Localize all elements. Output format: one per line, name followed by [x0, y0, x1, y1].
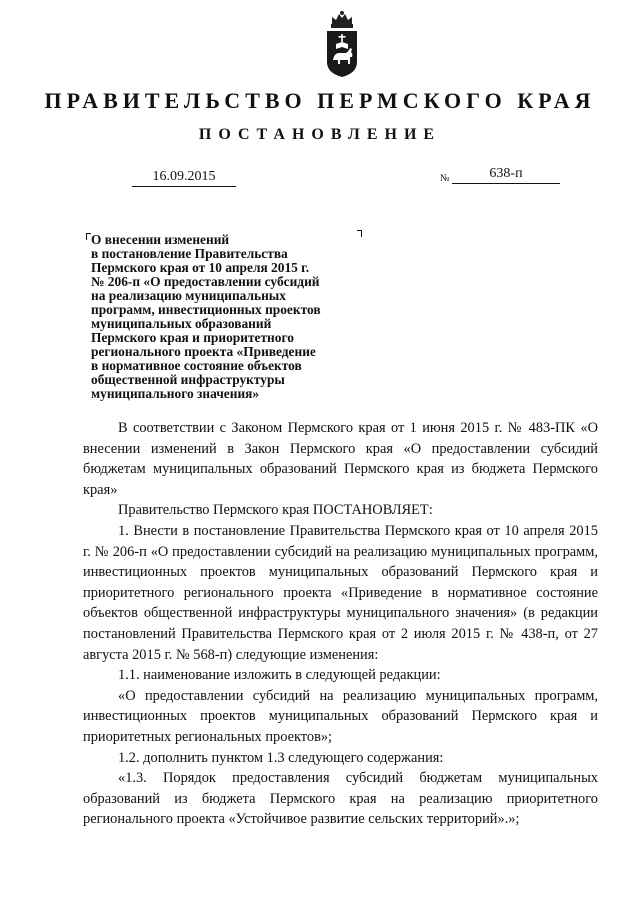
body-paragraph-preamble: В соответствии с Законом Пермского края от 1 июня 2015 г. № 483-ПК «О внесении изменений в Закон Пермского края «О предоставлении субсидий бюджетам муниципальных образований Пермского края из бюджета Пермского края»	[83, 420, 598, 498]
perm-krai-coat-of-arms-icon	[322, 10, 362, 80]
body-paragraph-quote-1-1: «О предоставлении субсидий на реализацию муниципальных программ, инвестиционных проектов муниципальных образований Пермского края и приоритетных региональных проектов»;	[83, 687, 598, 745]
government-title: ПРАВИТЕЛЬСТВО ПЕРМСКОГО КРАЯ	[44, 88, 596, 113]
subject-line: № 206-п «О предоставлении субсидий	[91, 274, 320, 289]
body-paragraph-item-1-2: 1.2. дополнить пунктом 1.3 следующего содержания:	[118, 749, 444, 766]
subject-line: Пермского края и приоритетного	[91, 330, 294, 345]
body-paragraph-quote-1-3: «1.3. Порядок предоставления субсидий бюджетам муниципальных образований из бюджета Пермского края на реализацию приоритетного регионального проекта «Устойчивое развитие сельских территорий».»;	[83, 770, 598, 828]
body-paragraph-item-1: 1. Внести в постановление Правительства Пермского края от 10 апреля 2015 г. № 206-п «О предоставлении субсидий на реализацию муниципальных программ, инвестиционных проектов муниципальных образований Пермского края и приоритетного регионального проекта «Приведение в нормативное состояние объектов общественной инфраструктуры муниципального значения» (в редакции постановлений Правительства Пермского края от 2 июля 2015 г. № 438-п, от 27 августа 2015 г. № 568-п) следующие изменения:	[83, 522, 598, 663]
document-body	[83, 418, 598, 830]
crown-icon	[331, 11, 353, 28]
subject-line: регионального проекта «Приведение	[91, 344, 316, 359]
subject-line: программ, инвестиционных проектов	[91, 302, 321, 317]
subject-line: муниципальных образований	[91, 316, 272, 331]
number-sign: №	[440, 173, 450, 184]
subject-line: О внесении изменений	[91, 232, 230, 247]
subject-line: общественной инфраструктуры	[91, 372, 285, 387]
subject-line: на реализацию муниципальных	[91, 288, 286, 303]
subject-line: в нормативное состояние объектов	[91, 358, 302, 373]
document-number: 638-п	[452, 165, 560, 184]
body-paragraph-resolves: Правительство Пермского края ПОСТАНОВЛЯЕТ:	[118, 502, 433, 519]
subject-line: муниципального значения»	[91, 386, 260, 401]
subject-line: Пермского края от 10 апреля 2015 г.	[91, 260, 310, 275]
subject-line: в постановление Правительства	[91, 246, 288, 261]
document-type: ПОСТАНОВЛЕНИЕ	[198, 126, 442, 143]
body-paragraph-item-1-1: 1.1. наименование изложить в следующей редакции:	[118, 667, 441, 684]
document-subject	[91, 233, 391, 401]
document-date: 16.09.2015	[132, 168, 236, 187]
